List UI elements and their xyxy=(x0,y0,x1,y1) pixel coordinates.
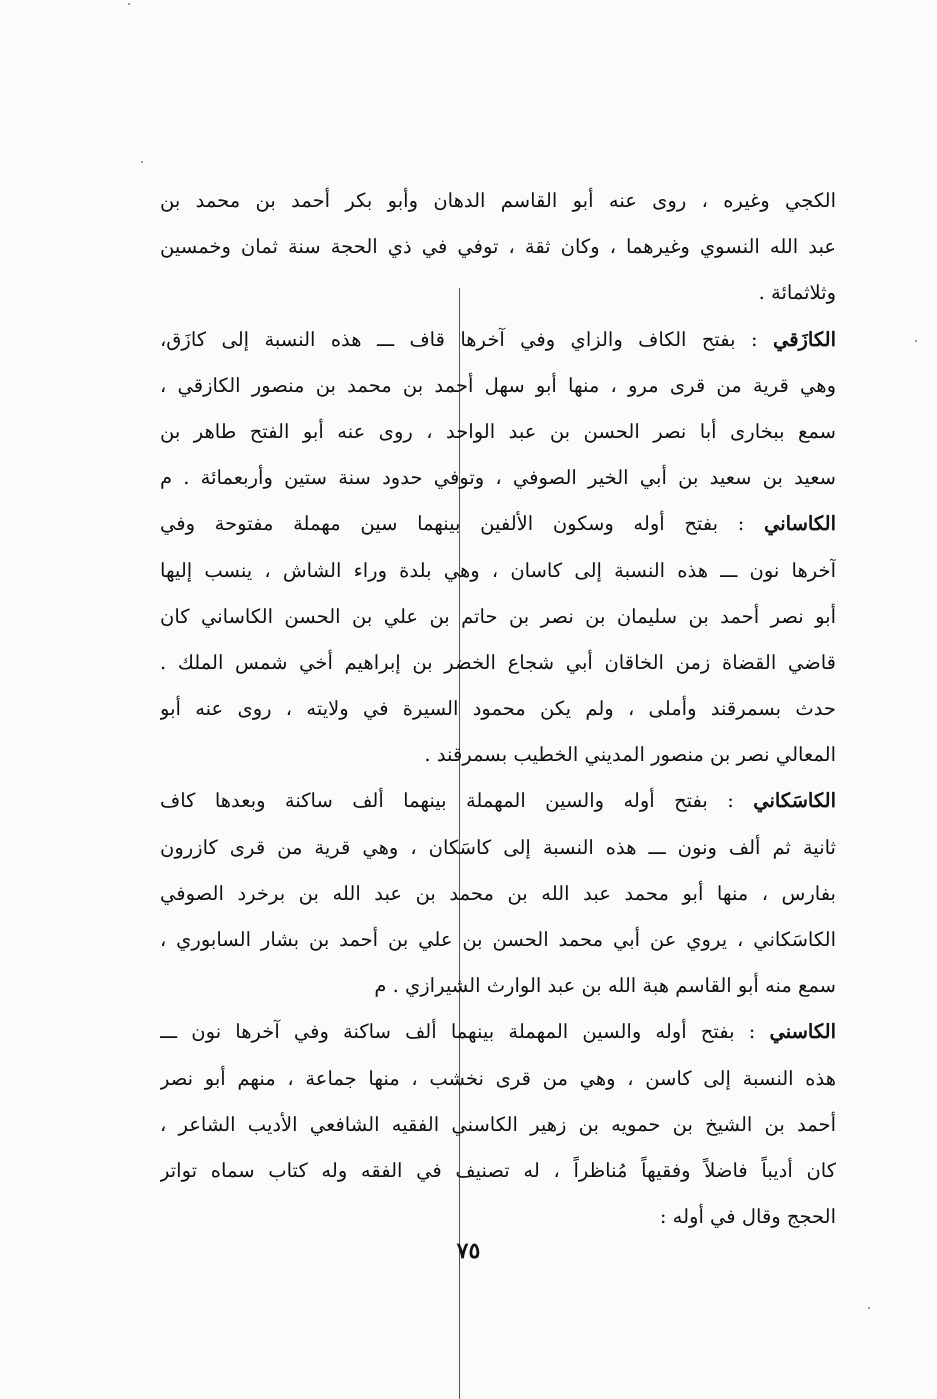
line-text: : بفتح أوله والسين المهملة بينهما ألف ساكنة وبعدها كاف xyxy=(160,789,754,813)
entry-heading: الكاساني xyxy=(763,512,836,536)
text-line xyxy=(160,270,836,316)
entry-heading: الكاسني xyxy=(769,1020,836,1044)
text-line xyxy=(160,871,836,917)
scan-speck xyxy=(915,340,917,342)
text-line xyxy=(160,1148,836,1194)
text-line xyxy=(160,917,836,963)
text-line xyxy=(160,686,836,732)
text-line xyxy=(160,963,836,1009)
text-line xyxy=(160,732,836,778)
text-line xyxy=(160,1102,836,1148)
line-text: سعيد بن سعيد بن أبي الخير الصوفي ، وتوفي حدود سنة ستين وأربعمائة . م xyxy=(160,466,836,490)
text-line xyxy=(160,1194,836,1240)
line-text: المعالي نصر بن منصور المديني الخطيب بسمرقند . xyxy=(424,743,836,767)
line-text: عبد الله النسوي وغيرهما ، وكان ثقة ، توفي في ذي الحجة سنة ثمان وخمسين xyxy=(160,235,836,259)
text-line xyxy=(160,825,836,871)
line-text: هذه النسبة إلى كاسن ، وهي من قرى نخشب ، منها جماعة ، منهم أبو نصر xyxy=(160,1066,836,1090)
entry-heading-line xyxy=(160,778,836,824)
line-text: : بفتح أوله والسين المهملة بينهما ألف ساكنة وفي آخرها نون ـــ xyxy=(160,1020,770,1044)
page-number: ٧٥ xyxy=(456,1238,481,1264)
entry-heading-line xyxy=(160,501,836,547)
line-text: الحجج وقال في أوله : xyxy=(659,1205,836,1229)
text-line xyxy=(160,363,836,409)
line-text: آخرها نون ـــ هذه النسبة إلى كاسان ، وهي بلدة وراء الشاش ، ينسب إليها xyxy=(160,558,836,582)
line-text: كان أديباً فاضلاً وفقيهاً مُناظراً ، له تصنيف في الفقه وله كتاب سماه تواتر xyxy=(160,1158,836,1182)
entry-heading-line xyxy=(160,1009,836,1055)
line-text: أحمد بن الشيخ بن حمويه بن زهير الكاسني الفقيه الشافعي الأديب الشاعر ، xyxy=(160,1112,836,1136)
text-line xyxy=(160,455,836,501)
text-line xyxy=(160,1056,836,1102)
line-text: بفارس ، منها أبو محمد عبد الله بن محمد بن عبد الله بن برخرد الصوفي xyxy=(160,881,836,905)
text-line xyxy=(160,409,836,455)
text-line xyxy=(160,224,836,270)
text-line xyxy=(160,640,836,686)
line-text: : بفتح أوله وسكون الألفين بينهما سين مهملة مفتوحة وفي xyxy=(160,512,764,536)
line-text: : بفتح الكاف والزاي وفي آخرها قاف ـــ هذه النسبة إلى كازَق، xyxy=(160,327,773,351)
line-text: ثانية ثم ألف ونون ـــ هذه النسبة إلى كاسَكان ، وهي قرية من قرى كازرون xyxy=(160,835,836,859)
text-line xyxy=(160,548,836,594)
line-text: قاضي القضاة زمن الخاقان أبي شجاع الخضر بن إبراهيم أخي شمس الملك . xyxy=(160,650,836,674)
text-line xyxy=(160,178,836,224)
line-text: وهي قرية من قرى مرو ، منها أبو سهل أحمد بن محمد بن منصور الكازقي ، xyxy=(160,373,836,397)
scan-speck xyxy=(868,1307,870,1309)
entry-heading-line xyxy=(160,317,836,363)
entry-text-block xyxy=(160,178,836,1240)
line-text: الكجي وغيره ، روى عنه أبو القاسم الدهان وأبو بكر أحمد بن محمد بن xyxy=(160,189,836,212)
line-text: أبو نصر أحمد بن سليمان بن نصر بن حاتم بن علي بن الحسن الكاساني كان xyxy=(160,604,836,628)
line-text: وثلاثمائة . xyxy=(758,281,836,305)
text-line xyxy=(160,594,836,640)
line-text: سمع منه أبو القاسم هبة الله بن عبد الوارث الشيرازي . م xyxy=(374,974,836,998)
entry-heading: الكازَقي xyxy=(772,327,836,351)
entry-heading: الكاسَكاني xyxy=(753,789,836,813)
scan-speck xyxy=(141,161,143,163)
line-text: حدث بسمرقند وأملى ، ولم يكن محمود السيرة في ولايته ، روى عنه أبو xyxy=(160,697,836,721)
scan-speck xyxy=(128,3,130,5)
line-text: الكاسَكاني ، يروي عن أبي محمد الحسن بن علي بن أحمد بن بشار السابوري ، xyxy=(160,928,836,951)
line-text: سمع ببخارى أبا نصر الحسن بن عبد الواحد ، روى عنه أبو الفتح طاهر بن xyxy=(160,419,836,443)
